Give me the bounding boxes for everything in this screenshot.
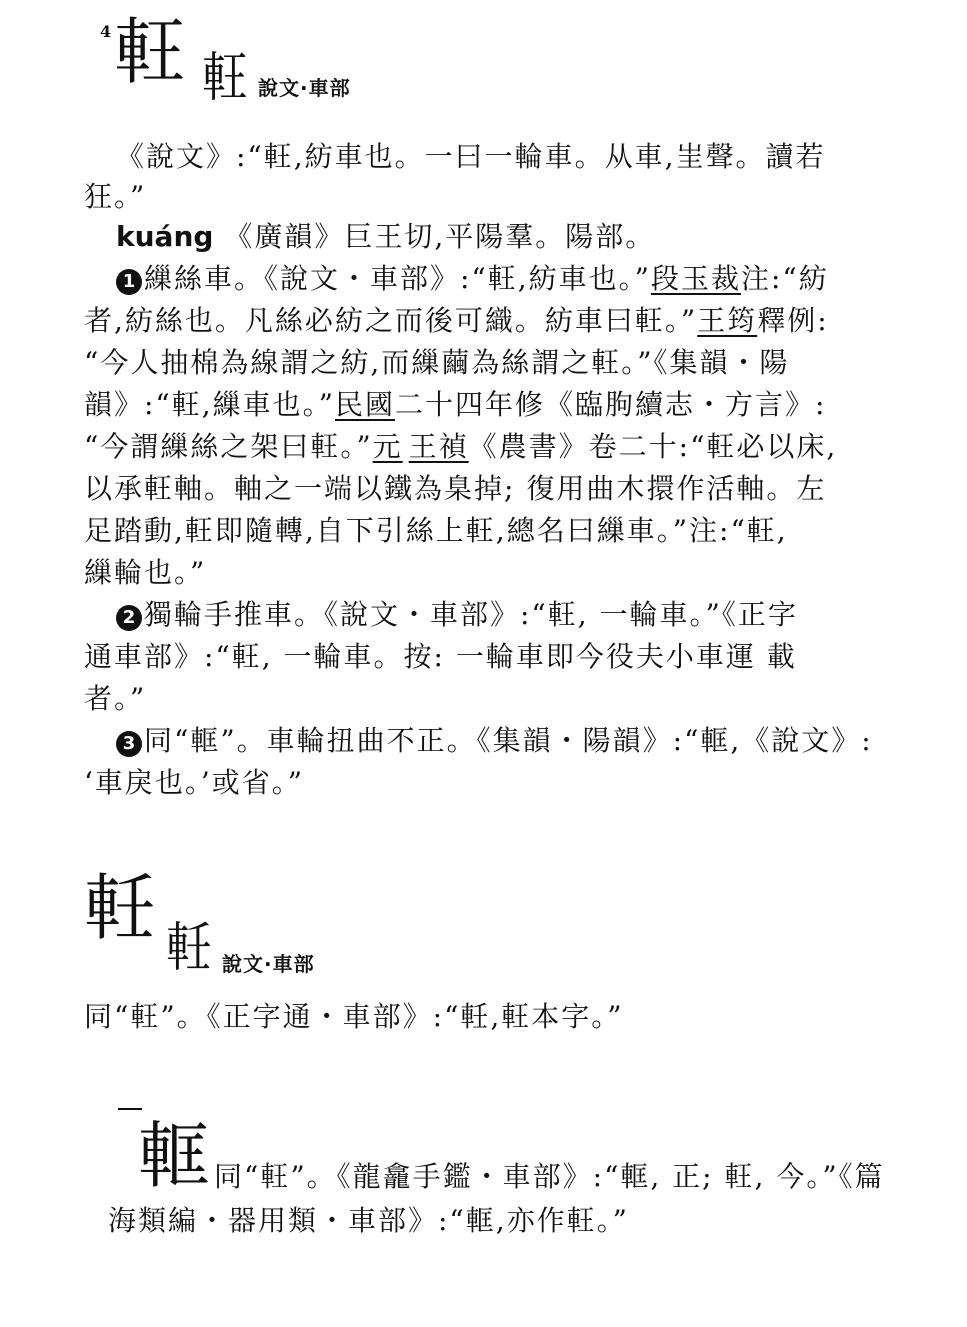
- sense-line: [84, 304, 829, 338]
- sense-text: 繅絲車。《說文・車部》:“軖,紡車也。”: [144, 262, 651, 295]
- sense-line: 繅輪也。”: [84, 556, 207, 589]
- headword: 軭: [138, 1114, 209, 1198]
- sense-text: 同“軭”。車輪扭曲不正。《集韻・陽韻》:“軭,《說文》:: [144, 724, 873, 757]
- seal-script-glyph: 軠: [166, 915, 212, 979]
- sense-line: 者。”: [84, 682, 147, 715]
- headword: 軠: [84, 866, 155, 950]
- person-name: 段玉裁: [650, 262, 741, 295]
- sense-line: [116, 262, 829, 296]
- sense-line: [84, 388, 826, 422]
- sense-text: 釋例:: [757, 304, 829, 337]
- headword: 軖: [114, 10, 185, 94]
- source-label: 說文·車部: [222, 952, 315, 976]
- sense-text: 韻》:“軖,繅車也。”: [84, 388, 335, 421]
- sense-line: ‘車戾也。’或省。”: [84, 766, 305, 799]
- shuowen-quote-line: 《說文》:“軖,紡車也。一曰一輪車。从車,㞷聲。讀若: [116, 140, 826, 173]
- section-mark: [118, 1108, 142, 1110]
- definition-line: 海類編・器用類・車部》:“軭,亦作軖。”: [108, 1204, 629, 1237]
- sense-text: 二十四年修《臨朐續志・方言》:: [394, 388, 827, 421]
- person-name: 王禎: [408, 430, 469, 463]
- source-label: 說文·車部: [258, 76, 351, 100]
- sense-line: [116, 724, 873, 758]
- sense-text: 者,紡絲也。凡絲必紡之而後可織。紡車曰軖。”: [84, 304, 698, 337]
- sense-line: 以承軖軸。軸之一端以鐵為臬掉; 復用曲木擐作活軸。左: [84, 472, 827, 505]
- definition-line: 同“軖”。《龍龕手鑑・車部》:“軭, 正; 軖, 今。”《篇: [214, 1160, 885, 1193]
- sense-text: 注:“紡: [740, 262, 829, 295]
- shuowen-quote-line: 狂。”: [84, 180, 147, 213]
- pinyin: kuáng: [116, 220, 214, 253]
- seal-script-glyph: 軖: [202, 45, 248, 109]
- sense-number-badge: 2: [116, 605, 142, 631]
- pronunciation-line: [116, 220, 655, 254]
- sense-line: [116, 598, 798, 632]
- definition-line: 同“軖”。《正字通・車部》:“軠,軖本字。”: [84, 1000, 624, 1033]
- dynasty-name: 元: [372, 430, 403, 463]
- sense-text: “今謂繅絲之架曰軖。”: [84, 430, 373, 463]
- rime-info: 《廣韻》巨王切,平陽羣。陽部。: [224, 220, 656, 253]
- person-name: 王筠: [697, 304, 758, 337]
- sense-text: 《農書》卷二十:“軖必以床,: [468, 430, 838, 463]
- era-name: 民國: [334, 388, 395, 421]
- sense-line: [84, 430, 837, 464]
- sense-number-badge: 1: [116, 269, 142, 295]
- sense-line: 通車部》:“軖, 一輪車。按: 一輪車即今役夫小車運 載: [84, 640, 797, 673]
- sense-line: “今人抽棉為線謂之紡,而繅繭為絲謂之軖。”《集韻・陽: [84, 346, 790, 379]
- sense-number-badge: 3: [116, 731, 142, 757]
- stroke-count: 4: [100, 22, 112, 41]
- sense-text: 獨輪手推車。《說文・車部》:“軖, 一輪車。”《正字: [144, 598, 798, 631]
- sense-line: 足踏動,軖即隨轉,自下引絲上軖,總名曰繅車。”注:“軖,: [84, 514, 788, 547]
